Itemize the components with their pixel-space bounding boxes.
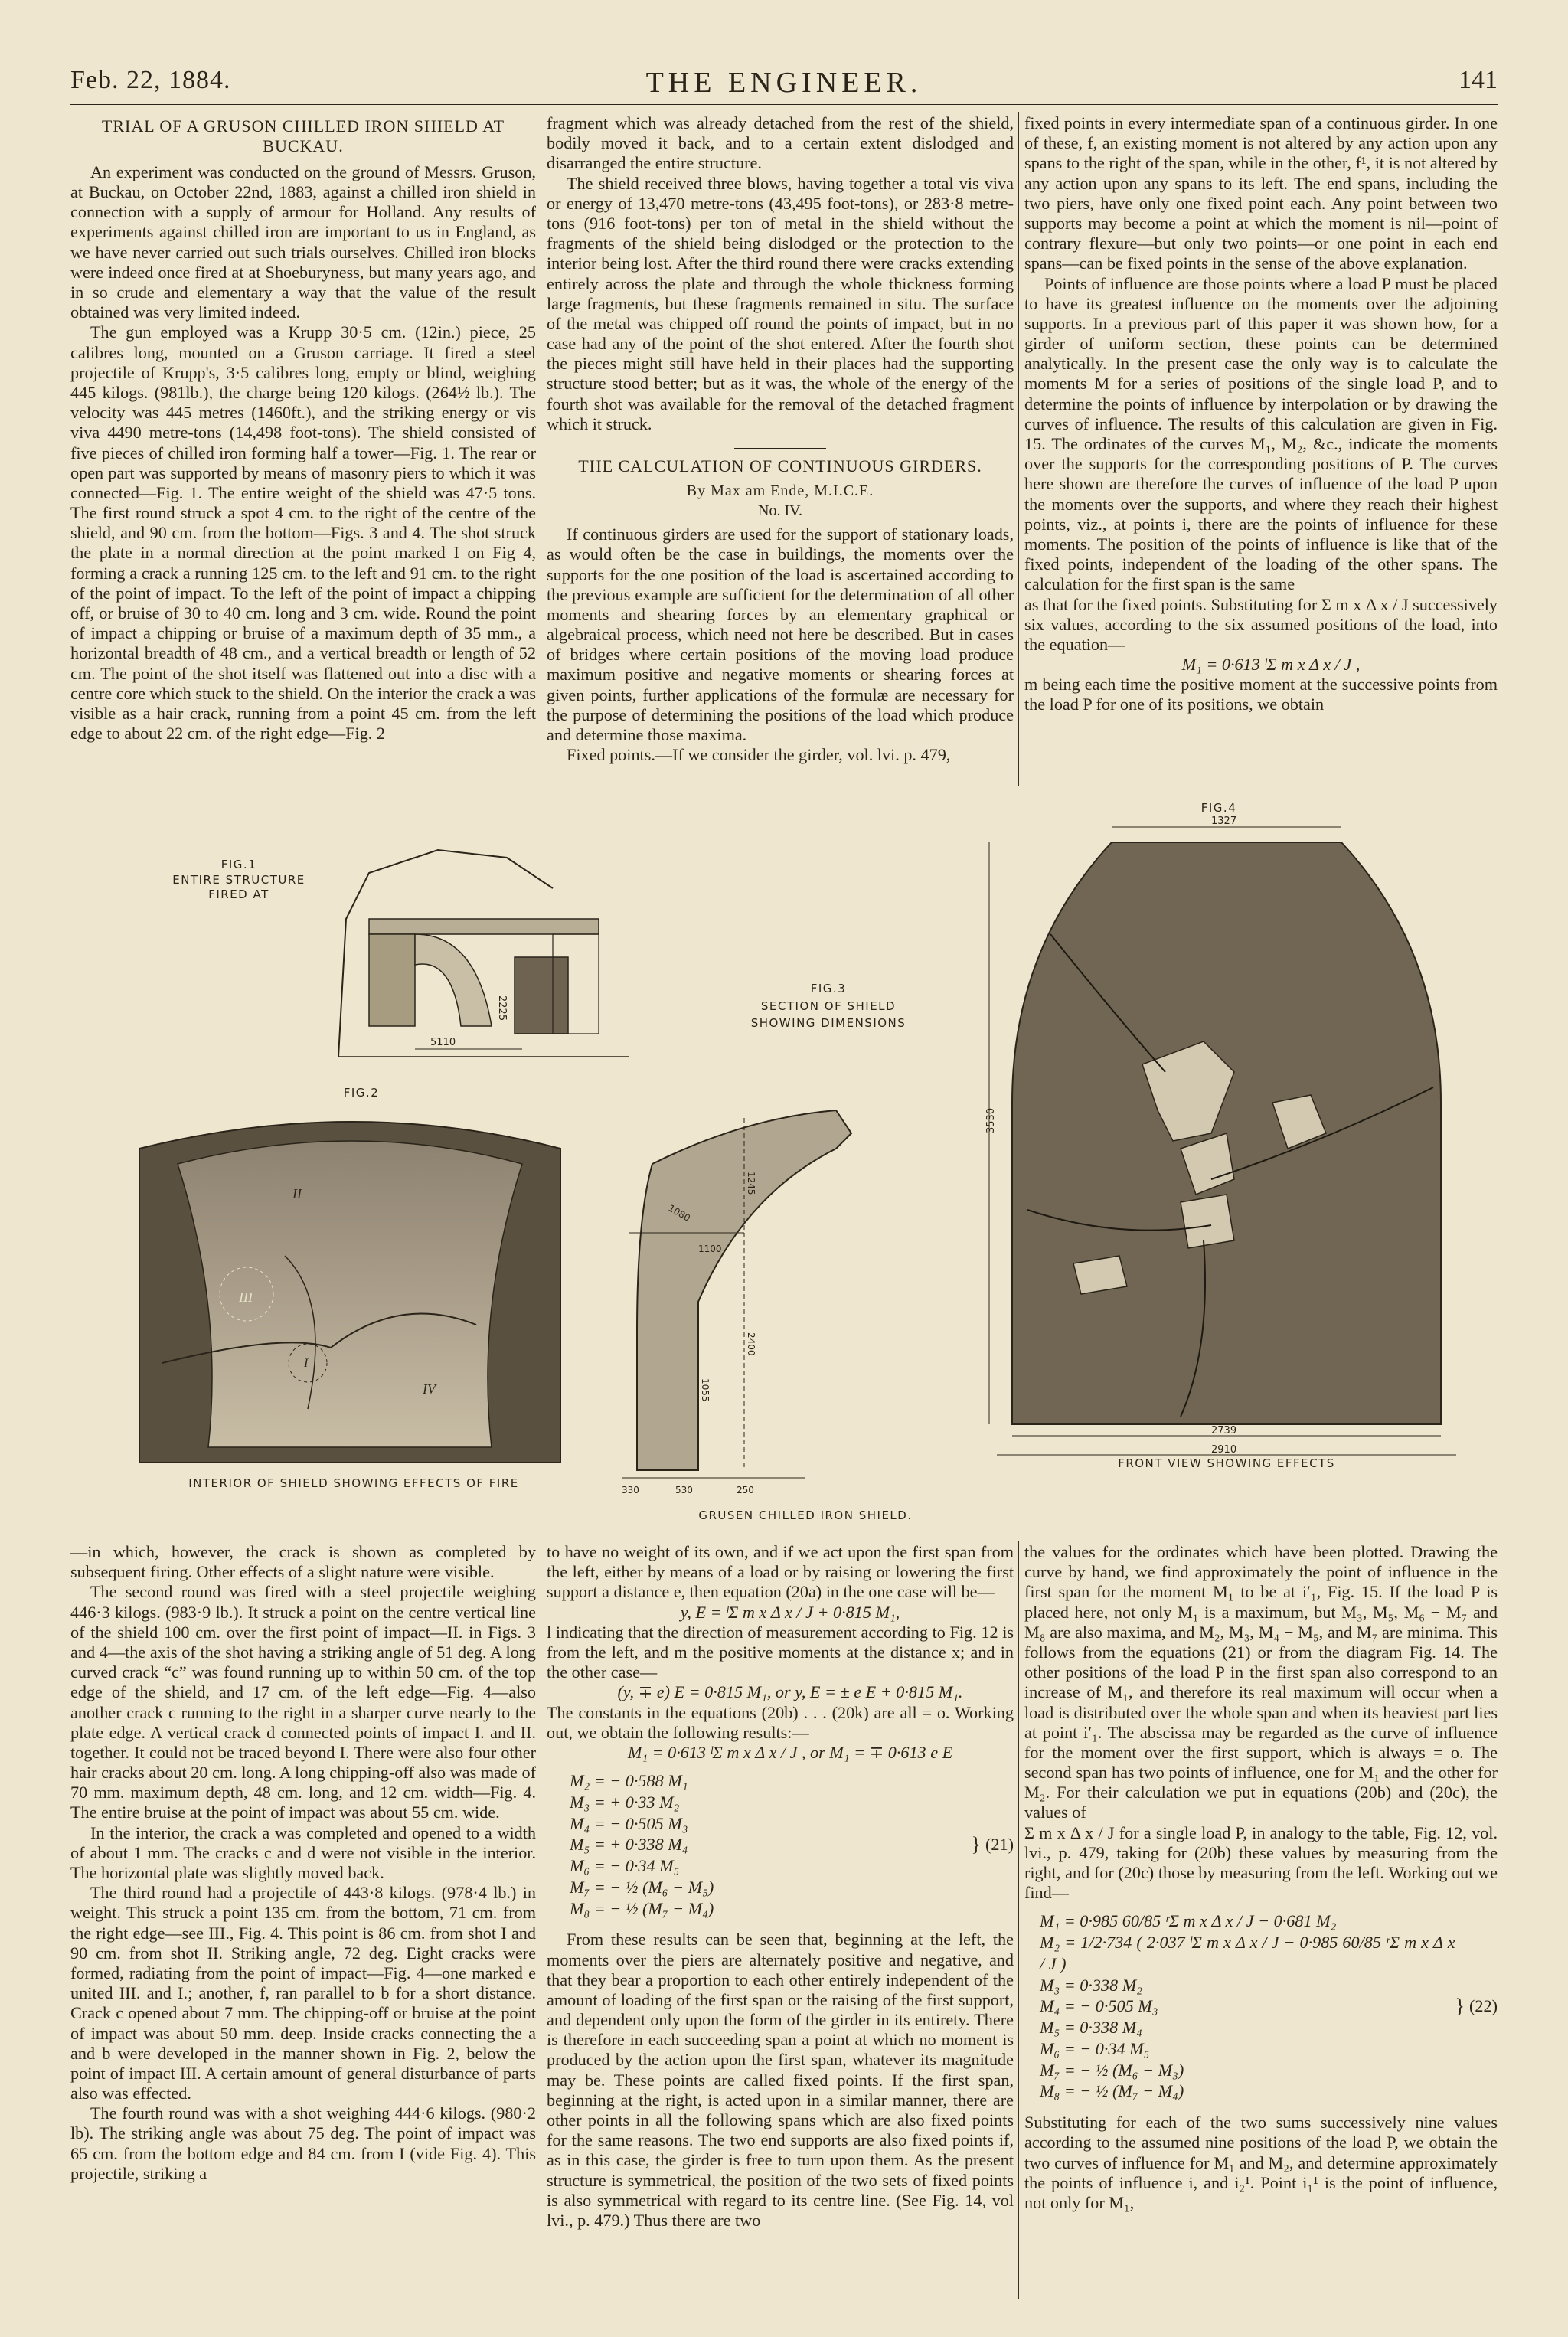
fig4-front-view [982, 812, 1472, 1470]
fig4-drawing [982, 812, 1472, 1470]
fig2-footer: INTERIOR OF SHIELD SHOWING EFFECTS OF FIRE [188, 1476, 519, 1490]
paragraph: Substituting for each of the two sums successively nine values according to the assumed nine positions of the load P, we obtain the two curves of influence for M₁ and M₂, and determine approximately the points of influence i, and i₂¹. Point i₁¹ is the point of influence, not only for M₁, [1024, 2113, 1498, 2212]
paragraph: fixed points in every intermediate span of a continuous girder. In one of these, f, an existing moment is not altered by any action upon any spans to the right of the span, while in the other, f¹, it is not altered by any action upon any spans to its left. The end spans, including the two piers, have only one fixed point each. Any point between two supports may become a point at which the moment is nil—point of contrary flexure—but only two points—or one point in each end spans—can be fixed points in the sense of the above explanation. [1024, 113, 1498, 273]
fig3-d5: 1055 [700, 1378, 710, 1402]
fig1-structure [323, 842, 645, 1072]
paragraph: as that for the fixed points. Substituting for Σ m x Δ x / J successively six values, according to the six assumed positions of the load, into the equation— [1024, 594, 1498, 654]
fig4-bot1: 2739 [1211, 1425, 1237, 1437]
fig1-drawing [323, 842, 645, 1072]
fig3-b2: 530 [675, 1485, 693, 1495]
paragraph: The shield received three blows, having together a total vis viva or energy of 13,470 metre-tons (43,495 foot-tons), or 283·8 metre-tons (916 foot-tons) per ton of metal in the shield without the fragments of the shield being dislodged or the protection to the interior being lost. After the third round there were cracks extending entirely across the plate and through the whole thickness forming large fragments, but these fragments remained in situ. The surface of the metal was chipped off round the points of impact, but in no case had any of the point of the shot entered. After the fourth shot the pieces might still have held in their places had the supporting structure stood better; but as it was, the whole of the energy of the fourth shot was available for the removal of the detached fragment which it struck. [547, 173, 1014, 433]
article-column-6 [1024, 1542, 1498, 2300]
paragraph: If continuous girders are used for the support of stationary loads, as would often be the case in buildings, the moments over the supports for the one position of the load is ascertained according to the previous example are sufficient for the determination of all other moments and shearing forces by an elementary graphical or algebraical process, which need not here be described. But in cases of bridges where certain positions of the moving load produce maximum positive and negative moments or shearing forces at given points, further applications of the formulæ are necessary for the purpose of determining the positions of the load which produce and determine those maxima. [547, 525, 1014, 745]
article-column-5 [547, 1542, 1014, 2300]
center-footer: GRUSEN CHILLED IRON SHIELD. [698, 1508, 913, 1522]
paragraph: the values for the ordinates which have been plotted. Drawing the curve by hand, we find approximately the point of influence in the first span for the moment M₁ to be at i′₁, Fig. 15. If the load P is placed here, not only M₁ is a maximum, but M₃, M₅, M₆ − M₇ and M₈ are also maxima, and M₂, M₃, M₄ − M₅, and M₇ are minima. This follows from the equations (21) or from the diagram Fig. 14. The other positions of the load P in the first span also correspond to an increase of M₁, and therefore its real maximum will occur when a load is distributed over the whole span and when its heaviest part lies at point i′₁. The abscissa may be regarded as the curve of influence for the moment over the first support, which is always = o. The second span has two points of influence, one for M₁ and the other for M₂. For their calculation we put in equations (20b) and (20c), the values of [1024, 1542, 1498, 1822]
svg-text:II: II [292, 1186, 302, 1201]
paragraph: An experiment was conducted on the ground of Messrs. Gruson, at Buckau, on October 22nd, 1883, against a chilled iron shield in connection with a supply of armour for Holland. Any results of experiments against chilled iron are important to us in England, as we have never carried out such trials ourselves. Chilled iron blocks were indeed once fired at at Shoeburyness, but many years ago, and in so crude and elementary a way that the value of the result obtained was very limited indeed. [70, 162, 536, 322]
equation-number: (22) [1469, 1996, 1498, 2016]
paragraph: —in which, however, the crack is shown as completed by subsequent firing. Other effects of a slight nature were visible. [70, 1542, 536, 1582]
paragraph: Σ m x Δ x / J for a single load P, in analogy to the table, Fig. 12, vol. lvi., p. 479, taking for (20b) these values by measuring from the right, and for (20c) those by measuring from the left. Working out we find— [1024, 1822, 1498, 1903]
fig3-d3: 1100 [698, 1244, 722, 1254]
fig1-dim-b: 2225 [496, 995, 508, 1021]
paragraph: to have no weight of its own, and if we act upon the first span from the left, either by means of a load or by raising or lowering the first support a distance e, then equation (20a) in the one case will be— [547, 1542, 1014, 1602]
byline: By Max am Ende, M.I.C.E. [686, 482, 874, 499]
part-number: No. IV. [758, 502, 802, 519]
fig3-caption: FIG.3 SECTION OF SHIELD SHOWING DIMENSIONS [750, 982, 906, 1030]
article-column-1 [70, 113, 536, 786]
page-number: 141 [1459, 66, 1498, 94]
fig3-d4: 2400 [746, 1332, 756, 1356]
equation-list: M₂ = − 0·588 M₁ M₃ = + 0·33 M₂ M₄ = − 0·505 M₃ M₅ = + 0·338 M₄ M₆ = − 0·34 M₅ M₇ = − ½ (M₆ − M₅) M₈ = − ½ (M₇ − M₄) [570, 1771, 714, 1918]
article-heading: TRIAL OF A GRUSON CHILLED IRON SHIELD AT BUCKAU. [101, 116, 505, 155]
masthead-rule [70, 103, 1498, 105]
equation-list: M₁ = 0·985 60/85 ʳΣ m x Δ x / J − 0·681 M₂ M₂ = 1/2·734 ( 2·037 ˡΣ m x Δ x / J − 0·985 60/85 ʳΣ m x Δ x / J ) M₃ = 0·338 M₂ M₄ = − 0·505 M₃ M₅ = 0·338 M₄ M₆ = − 0·34 M₅ M₇ = − ½ (M₆ − M₃) M₈ = − ½ (M₇ − M₄) [1040, 1911, 1455, 2101]
paragraph: The constants in the equations (20b) . . . (20k) are all = o. Working out, we obtain the following results:— [547, 1702, 1014, 1742]
fig4-side: 3530 [985, 1107, 997, 1133]
paragraph: fragment which was already detached from the rest of the shield, bodily moved it back, and to a certain extent dislodged and disarranged the entire structure. [547, 113, 1014, 173]
svg-text:IV: IV [423, 1381, 436, 1397]
figures-band [70, 796, 1498, 1539]
fig3-d2: 1080 [666, 1202, 692, 1224]
masthead [70, 66, 1498, 100]
paragraph: m being each time the positive moment at the successive points from the load P for one of its positions, we obtain [1024, 675, 1498, 714]
svg-text:III: III [239, 1289, 253, 1305]
equation: (y, ∓ e) E = 0·815 M₁, or y, E = ± e E + 0·815 M₁. [617, 1682, 963, 1702]
paragraph: The third round had a projectile of 443·8 kilogs. (978·4 lb.) in weight. This struck a point 135 cm. from the bottom, 71 cm. from the right edge—see III., Fig. 4. This point is 86 cm. from shot I and 90 cm. from shot II. Striking angle, 72 deg. Eight cracks were formed, radiating from the point of impact—Fig. 4—one marked e united III. and I.; another, f, ran parallel to b for a short distance. Crack c opened about 7 mm. The chipping-off or bruise at the point of impact was about 50 mm. deep. Inside cracks connecting the a and b were developed in the manner shown in Fig. 2, below the point of impact III. A certain amount of general disturbance of parts also was effected. [70, 1883, 536, 2103]
fig2-drawing [132, 1103, 576, 1478]
issue-date: Feb. 22, 1884. [70, 66, 231, 94]
section-divider [734, 448, 826, 449]
fig4-top: 1327 [1211, 815, 1237, 827]
fig3-b3: 250 [737, 1485, 754, 1495]
article-column-2 [547, 113, 1014, 786]
fig3-drawing [606, 1103, 928, 1501]
paragraph: From these results can be seen that, beginning at the left, the moments over the piers are alternately positive and negative, and that they bear a proportion to each other entirely independent of the amount of loading of the first span or the raising of the first support, and dependent only upon the form of the girder in its entirety. There is therefore in each succeeding span a point at which no moment is produced by the action upon the first span, whatever its magnitude may be. These points are called fixed points. If the first span, beginning at the right, is acted upon in a similar manner, there are other points in all the following spans which are also fixed points for the same reasons. The two end supports are also fixed points if, as in this case, the girder is free to turn upon them. As the present structure is symmetrical, the position of the two sets of fixed points is also symmetrical with regard to its centre line. (See Fig. 14, vol lvi., p. 479.) Thus there are two [547, 1930, 1014, 2230]
fig2-caption: FIG.2 [343, 1086, 380, 1100]
paragraph: The gun employed was a Krupp 30·5 cm. (12in.) piece, 25 calibres long, mounted on a Gruson carriage. It fired a steel projectile of Krupp's, 3·5 calibres long, empty or blind, weighing 445 kilogs. (981lb.), the charge being 120 kilogs. (264½ lb.). The velocity was 445 metres (1460ft.), and the striking energy or vis viva 4490 metre-tons (14,498 foot-tons). The shield consisted of five pieces of chilled iron forming half a tower—Fig. 1. The rear or open part was supported by means of masonry piers to which it was connected—Fig. 1. The entire weight of the shield was 47·5 tons. The first round struck a spot 4 cm. to the right of the centre of the shield, and 90 cm. from the bottom—Figs. 3 and 4. The shot struck the plate in a normal direction at the point marked I on Fig 4, forming a crack a running 125 cm. to the left and 91 cm. to the right of the point of impact. To the left of the point of impact a chipping off, or bruise of 30 to 40 cm. long and 3 cm. wide. Round the point of impact a chipping or bruise of a maximum depth of 35 mm., a horizontal breadth of 48 cm., and a vertical breadth or length of 52 cm. The point of the shot itself was flattened out into a disc with a centre core which stuck to the shield. On the interior the crack a was visible as a hair crack, running from a point 45 cm. from the left edge to about 22 cm. of the right edge—Fig. 2 [70, 322, 536, 744]
paragraph: Fixed points.—If we consider the girder, vol. lvi. p. 479, [567, 745, 951, 765]
article-column-3 [1024, 113, 1498, 786]
fig3-d1: 1245 [746, 1172, 756, 1195]
paragraph: l indicating that the direction of measurement according to Fig. 12 is from the left, and m the positive moments at the distance x; and in the other case— [547, 1622, 1014, 1682]
article-heading: THE CALCULATION OF CONTINUOUS GIRDERS. [578, 456, 982, 476]
paragraph: In the interior, the crack a was completed and opened to a width of about 1 mm. The cracks c and d were not visible in the interior. The horizontal plate was slightly moved back. [70, 1822, 536, 1882]
publication-title: THE ENGINEER. [645, 67, 923, 99]
fig4-bot2: 2910 [1211, 1444, 1237, 1456]
paragraph: The second round was fired with a steel projectile weighing 446·3 kilogs. (983·9 lb.). It struck a point on the centre vertical line of the shield 100 cm. over the first point of impact—II. in Figs. 3 and 4—the axis of the shot having a striking angle of 51 deg. A long curved crack “c” was found running up to within 50 cm. of the top edge of the shield, and 17 cm. of the left edge—Fig. 4—also another crack c running to the right in a sharper curve nearly to the plate edge. A vertical crack d connected points of impact I. and II. together. It could not be traced beyond I. There were also four other hair cracks about 20 cm. long. A long chipping-off also was made of 70 mm. maximum depth, 48 cm. long, and 12 cm. width—Fig. 4. The entire bruise at the point of impact was about 55 cm. wide. [70, 1582, 536, 1822]
column-divider [1018, 1541, 1019, 2299]
equation: y, E = ˡΣ m x Δ x / J + 0·815 M₁, [680, 1602, 900, 1622]
brace: } [1455, 1994, 1465, 2017]
fig2-interior [132, 1103, 576, 1478]
svg-text:I: I [304, 1357, 309, 1370]
brace: } [971, 1832, 982, 1855]
fig1-dim-a: 5110 [430, 1037, 456, 1048]
paragraph: Points of influence are those points where a load P must be placed to have its greatest influence on the moments over the adjoining supports. In a previous part of this paper it was shown how, for a girder of uniform section, these points can be determined analytically. In the present case the only way is to calculate the moments M for a series of positions of the single load P, and to determine the points of influence by interpolation or by drawing the curves of influence. The results of this calculation are given in Fig. 15. The ordinates of the curves M₁, M₂, &c., indicate the moments over the supports for the corresponding positions of P. The curves here shown are therefore the curves of influence of the load P upon the moments over the supports, and where they reach their highest points, viz., at points i, there are the points of influence for these moments. The position of the points of influence is like that of the fixed points, independent of the loading of the other spans. The calculation for the first span is the same [1024, 273, 1498, 594]
fig4-footer: FRONT VIEW SHOWING EFFECTS [1118, 1456, 1335, 1470]
equation: M₁ = 0·613 ˡΣ m x Δ x / J , or M₁ = ∓ 0·613 e E [627, 1742, 953, 1762]
article-column-4 [70, 1542, 536, 2300]
equation-number: (21) [985, 1835, 1014, 1855]
equation-group-21 [547, 1766, 1014, 1924]
fig4-caption: FIG.4 [1200, 801, 1237, 815]
equation-group-22 [1024, 1906, 1498, 2107]
fig3-b1: 330 [622, 1485, 639, 1495]
fig3-section [606, 1103, 928, 1501]
paragraph: The fourth round was with a shot weighing 444·6 kilogs. (980·2 lb). The striking angle was about 75 deg. The point of impact was 65 cm. from the bottom edge and 84 cm. from I (vide Fig. 4). This projectile, striking a [70, 2103, 536, 2183]
equation: M₁ = 0·613 ˡΣ m x Δ x / J , [1181, 655, 1361, 675]
column-divider [1018, 112, 1019, 786]
fig1-caption: FIG.1 ENTIRE STRUCTURE FIRED AT [172, 858, 305, 901]
